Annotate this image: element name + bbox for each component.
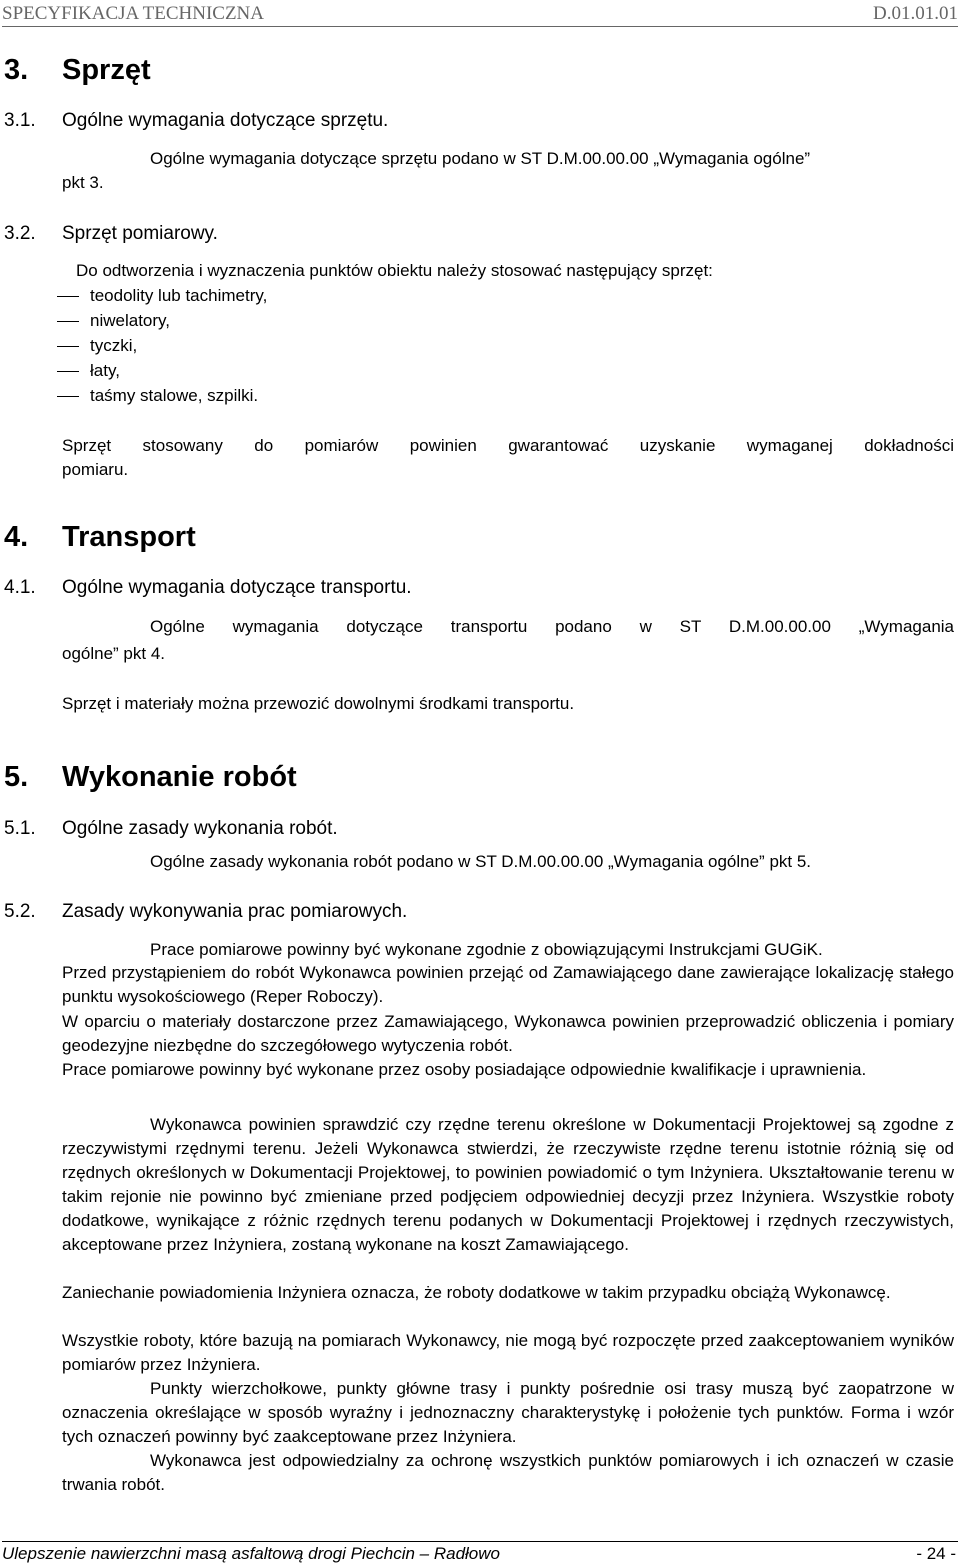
- section-3-1-number: 3.1.: [4, 110, 36, 131]
- accuracy-paragraph-line2: pomiaru.: [62, 460, 129, 479]
- footer-rule: [2, 1541, 958, 1542]
- paragraph: Wykonawca jest odpowiedzialny za ochronę wszystkich punktów pomiarowych i ich oznaczeń w czasie trwania robót.: [62, 1451, 954, 1494]
- paragraph: Zaniechanie powiadomienia Inżyniera oznacza, że roboty dodatkowe w takim przypadku obciążą Wykonawcę.: [62, 1283, 891, 1302]
- page-number: - 24 -: [916, 1544, 956, 1563]
- paragraph-block: [62, 1113, 954, 1257]
- list-item: niwelatory,: [90, 311, 170, 330]
- accuracy-paragraph-line1: Sprzęt stosowany do pomiarów powinien gwarantować uzyskanie wymaganej dokładności: [62, 436, 954, 455]
- list-dash: [57, 396, 79, 397]
- section-5-2-number: 5.2.: [4, 901, 36, 922]
- paragraph: Prace pomiarowe powinny być wykonane przez osoby posiadające odpowiednie kwalifikacje i uprawnienia.: [62, 1060, 867, 1079]
- paragraph: Wszystkie roboty, które bazują na pomiarach Wykonawcy, nie mogą być rozpoczęte przed zaakceptowaniem wyników pomiarów przez Inżyniera.: [62, 1331, 954, 1374]
- section-4-1-text-line2: ogólne” pkt 4.: [62, 644, 166, 663]
- transport-paragraph: Sprzęt i materiały można przewozić dowolnymi środkami transportu.: [62, 694, 575, 713]
- footer-project-title: Ulepszenie nawierzchni masą asfaltową drogi Piechcin – Radłowo: [2, 1544, 500, 1563]
- section-3-1-text-line2: pkt 3.: [62, 173, 104, 192]
- page-footer: [0, 1541, 960, 1565]
- list-item: taśmy stalowe, szpilki.: [90, 386, 259, 405]
- section-3-1-text-line1: Ogólne wymagania dotyczące sprzętu podano w ST D.M.00.00.00 „Wymagania ogólne”: [150, 149, 811, 168]
- equipment-intro: Do odtworzenia i wyznaczenia punktów obiektu należy stosować następujący sprzęt:: [76, 261, 713, 280]
- paragraph-block: [62, 1377, 954, 1449]
- section-5-1-number: 5.1.: [4, 818, 36, 839]
- list-item: łaty,: [90, 361, 120, 380]
- paragraph: Punkty wierzchołkowe, punkty główne trasy i punkty pośrednie osi trasy muszą być zaopatrzone w oznaczenia określające w sposób wyraźny i jednoznaczny charakterystykę i położenie tych punktów. Forma i wzór tych oznaczeń powinny być zaakceptowane przez Inżyniera.: [62, 1379, 954, 1446]
- section-5-number: 5.: [4, 761, 29, 793]
- section-3-title: Sprzęt: [62, 54, 151, 86]
- section-4-1-title: Ogólne wymagania dotyczące transportu.: [62, 577, 412, 598]
- section-3-number: 3.: [4, 54, 29, 86]
- list-dash: [57, 371, 79, 372]
- header-title: SPECYFIKACJA TECHNICZNA: [2, 3, 264, 24]
- header-doc-code: D.01.01.01: [873, 3, 958, 24]
- section-4-1-text-line1: Ogólne wymagania dotyczące transportu podano w ST D.M.00.00.00 „Wymagania: [150, 617, 954, 636]
- section-5-title: Wykonanie robót: [62, 761, 297, 793]
- section-3-2-title: Sprzęt pomiarowy.: [62, 223, 218, 244]
- list-dash: [57, 296, 79, 297]
- paragraph: Przed przystąpieniem do robót Wykonawca powinien przejąć od Zamawiającego dane zawierające lokalizację stałego punktu wysokościowego (Reper Roboczy).: [62, 963, 954, 1006]
- list-item: tyczki,: [90, 336, 138, 355]
- section-4-title: Transport: [62, 521, 196, 553]
- section-5-1-title: Ogólne zasady wykonania robót.: [62, 818, 338, 839]
- list-dash: [57, 346, 79, 347]
- list-item: teodolity lub tachimetry,: [90, 286, 268, 305]
- section-5-1-text: Ogólne zasady wykonania robót podano w ST D.M.00.00.00 „Wymagania ogólne” pkt 5.: [150, 852, 812, 871]
- section-3-1-title: Ogólne wymagania dotyczące sprzętu.: [62, 110, 389, 131]
- section-3-2-number: 3.2.: [4, 223, 36, 244]
- list-dash: [57, 321, 79, 322]
- section-4-number: 4.: [4, 521, 29, 553]
- paragraph-block: [62, 1449, 954, 1497]
- paragraph: W oparciu o materiały dostarczone przez Zamawiającego, Wykonawca powinien przeprowadzić obliczenia i pomiary geodezyjne niezbędne do szczegółowego wytyczenia robót.: [62, 1012, 954, 1055]
- section-4-1-number: 4.1.: [4, 577, 36, 598]
- header-rule: [2, 26, 958, 27]
- paragraph: Wykonawca powinien sprawdzić czy rzędne terenu określone w Dokumentacji Projektowej są zgodne z rzeczywistymi rzędnymi terenu. Jeżeli Wykonawca stwierdzi, że rzeczywiste rzędne terenu istotnie różnią się od rzędnych określonych w Dokumentacji Projektowej, to powinien powiadomić o tym Inżyniera. Ukształtowanie terenu w takim rejonie nie powinno być zmieniane przed podjęciem odpowiedniej decyzji przez Inżyniera. Wszystkie roboty dodatkowe, wynikające z różnic rzędnych terenu podanych w Dokumentacji Projektowej i rzędnych rzeczywistych, akceptowane przez Inżyniera, zostaną wykonane na koszt Zamawiającego.: [62, 1115, 954, 1254]
- paragraph: Prace pomiarowe powinny być wykonane zgodnie z obowiązującymi Instrukcjami GUGiK.: [150, 940, 823, 959]
- section-5-2-title: Zasady wykonywania prac pomiarowych.: [62, 901, 408, 922]
- page-header: [0, 0, 960, 28]
